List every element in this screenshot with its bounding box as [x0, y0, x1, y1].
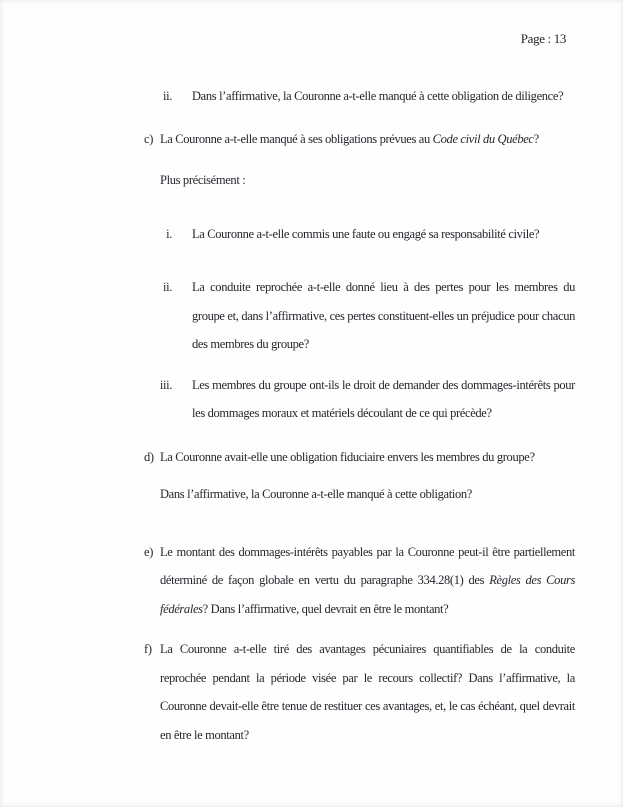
- list-marker: e): [144, 544, 154, 559]
- paragraph-letter-e: [144, 538, 623, 624]
- list-marker: ii.: [162, 280, 172, 294]
- list-marker: d): [144, 449, 154, 464]
- text-segment: ?: [533, 131, 539, 146]
- paragraph-text: La Couronne a-t-elle tiré des avantages pécuniaires quantifiables de la conduite reprochée pendant la période visée par le recours collectif? Dans l’affirmative, la Couronne devait-elle être tenue de restituer ces avantages, et, le cas échéant, quel devrait en être le montant?: [160, 642, 575, 742]
- paragraph-roman-i: [148, 220, 623, 249]
- paragraph-text: Dans l’affirmative, la Couronne a-t-elle manqué à cette obligation de diligence?: [192, 89, 564, 103]
- paragraph-text: Plus précisément :: [160, 173, 246, 187]
- italic-citation: Code civil du Québec: [432, 131, 534, 146]
- page-number: Page : 13: [520, 31, 566, 46]
- paragraph-intro: [160, 166, 623, 195]
- paragraph-letter-f: [144, 635, 623, 749]
- paragraph-text: La Couronne avait-elle une obligation fiduciaire envers les membres du groupe?: [160, 449, 535, 464]
- paragraph-text: [160, 538, 575, 624]
- paragraph-text: La Couronne a-t-elle commis une faute ou engagé sa responsabilité civile?: [192, 226, 540, 241]
- list-marker: ii.: [162, 89, 172, 103]
- paragraph-roman-ii: [148, 273, 623, 359]
- text-segment: ? Dans l’affirmative, quel devrait en être le montant?: [202, 601, 449, 616]
- text-segment: La Couronne a-t-elle manqué à ses obligations prévues au: [160, 131, 433, 146]
- paragraph-continuation: [160, 480, 623, 509]
- paragraph-text: Dans l’affirmative, la Couronne a-t-elle manqué à cette obligation?: [160, 487, 472, 501]
- paragraph-roman-iii: [148, 371, 623, 428]
- paragraph-text: [160, 125, 575, 154]
- paragraph-letter-d: [144, 443, 623, 472]
- list-marker: f): [144, 642, 152, 656]
- italic-citation: Règles des Cours fédérales: [160, 573, 576, 616]
- list-marker: i.: [166, 226, 172, 241]
- text-segment: Le montant des dommages-intérêts payables par la Couronne peut-il être partiellement déterminé de façon globale en vertu du paragraphe 334.28(1) des: [160, 544, 575, 587]
- paragraph-text: La conduite reprochée a-t-elle donné lieu à des pertes pour les membres du groupe et, dans l’affirmative, ces pertes constituent-elles un préjudice pour chacun des membres du groupe?: [192, 280, 575, 351]
- paragraph-letter-c: [144, 125, 623, 154]
- list-marker: c): [144, 131, 154, 146]
- paragraph-roman-ii-top: [148, 82, 623, 111]
- paragraph-text: Les membres du groupe ont-ils le droit de demander des dommages-intérêts pour les dommages moraux et matériels découlant de ce qui précède?: [192, 377, 575, 420]
- list-marker: iii.: [159, 377, 172, 392]
